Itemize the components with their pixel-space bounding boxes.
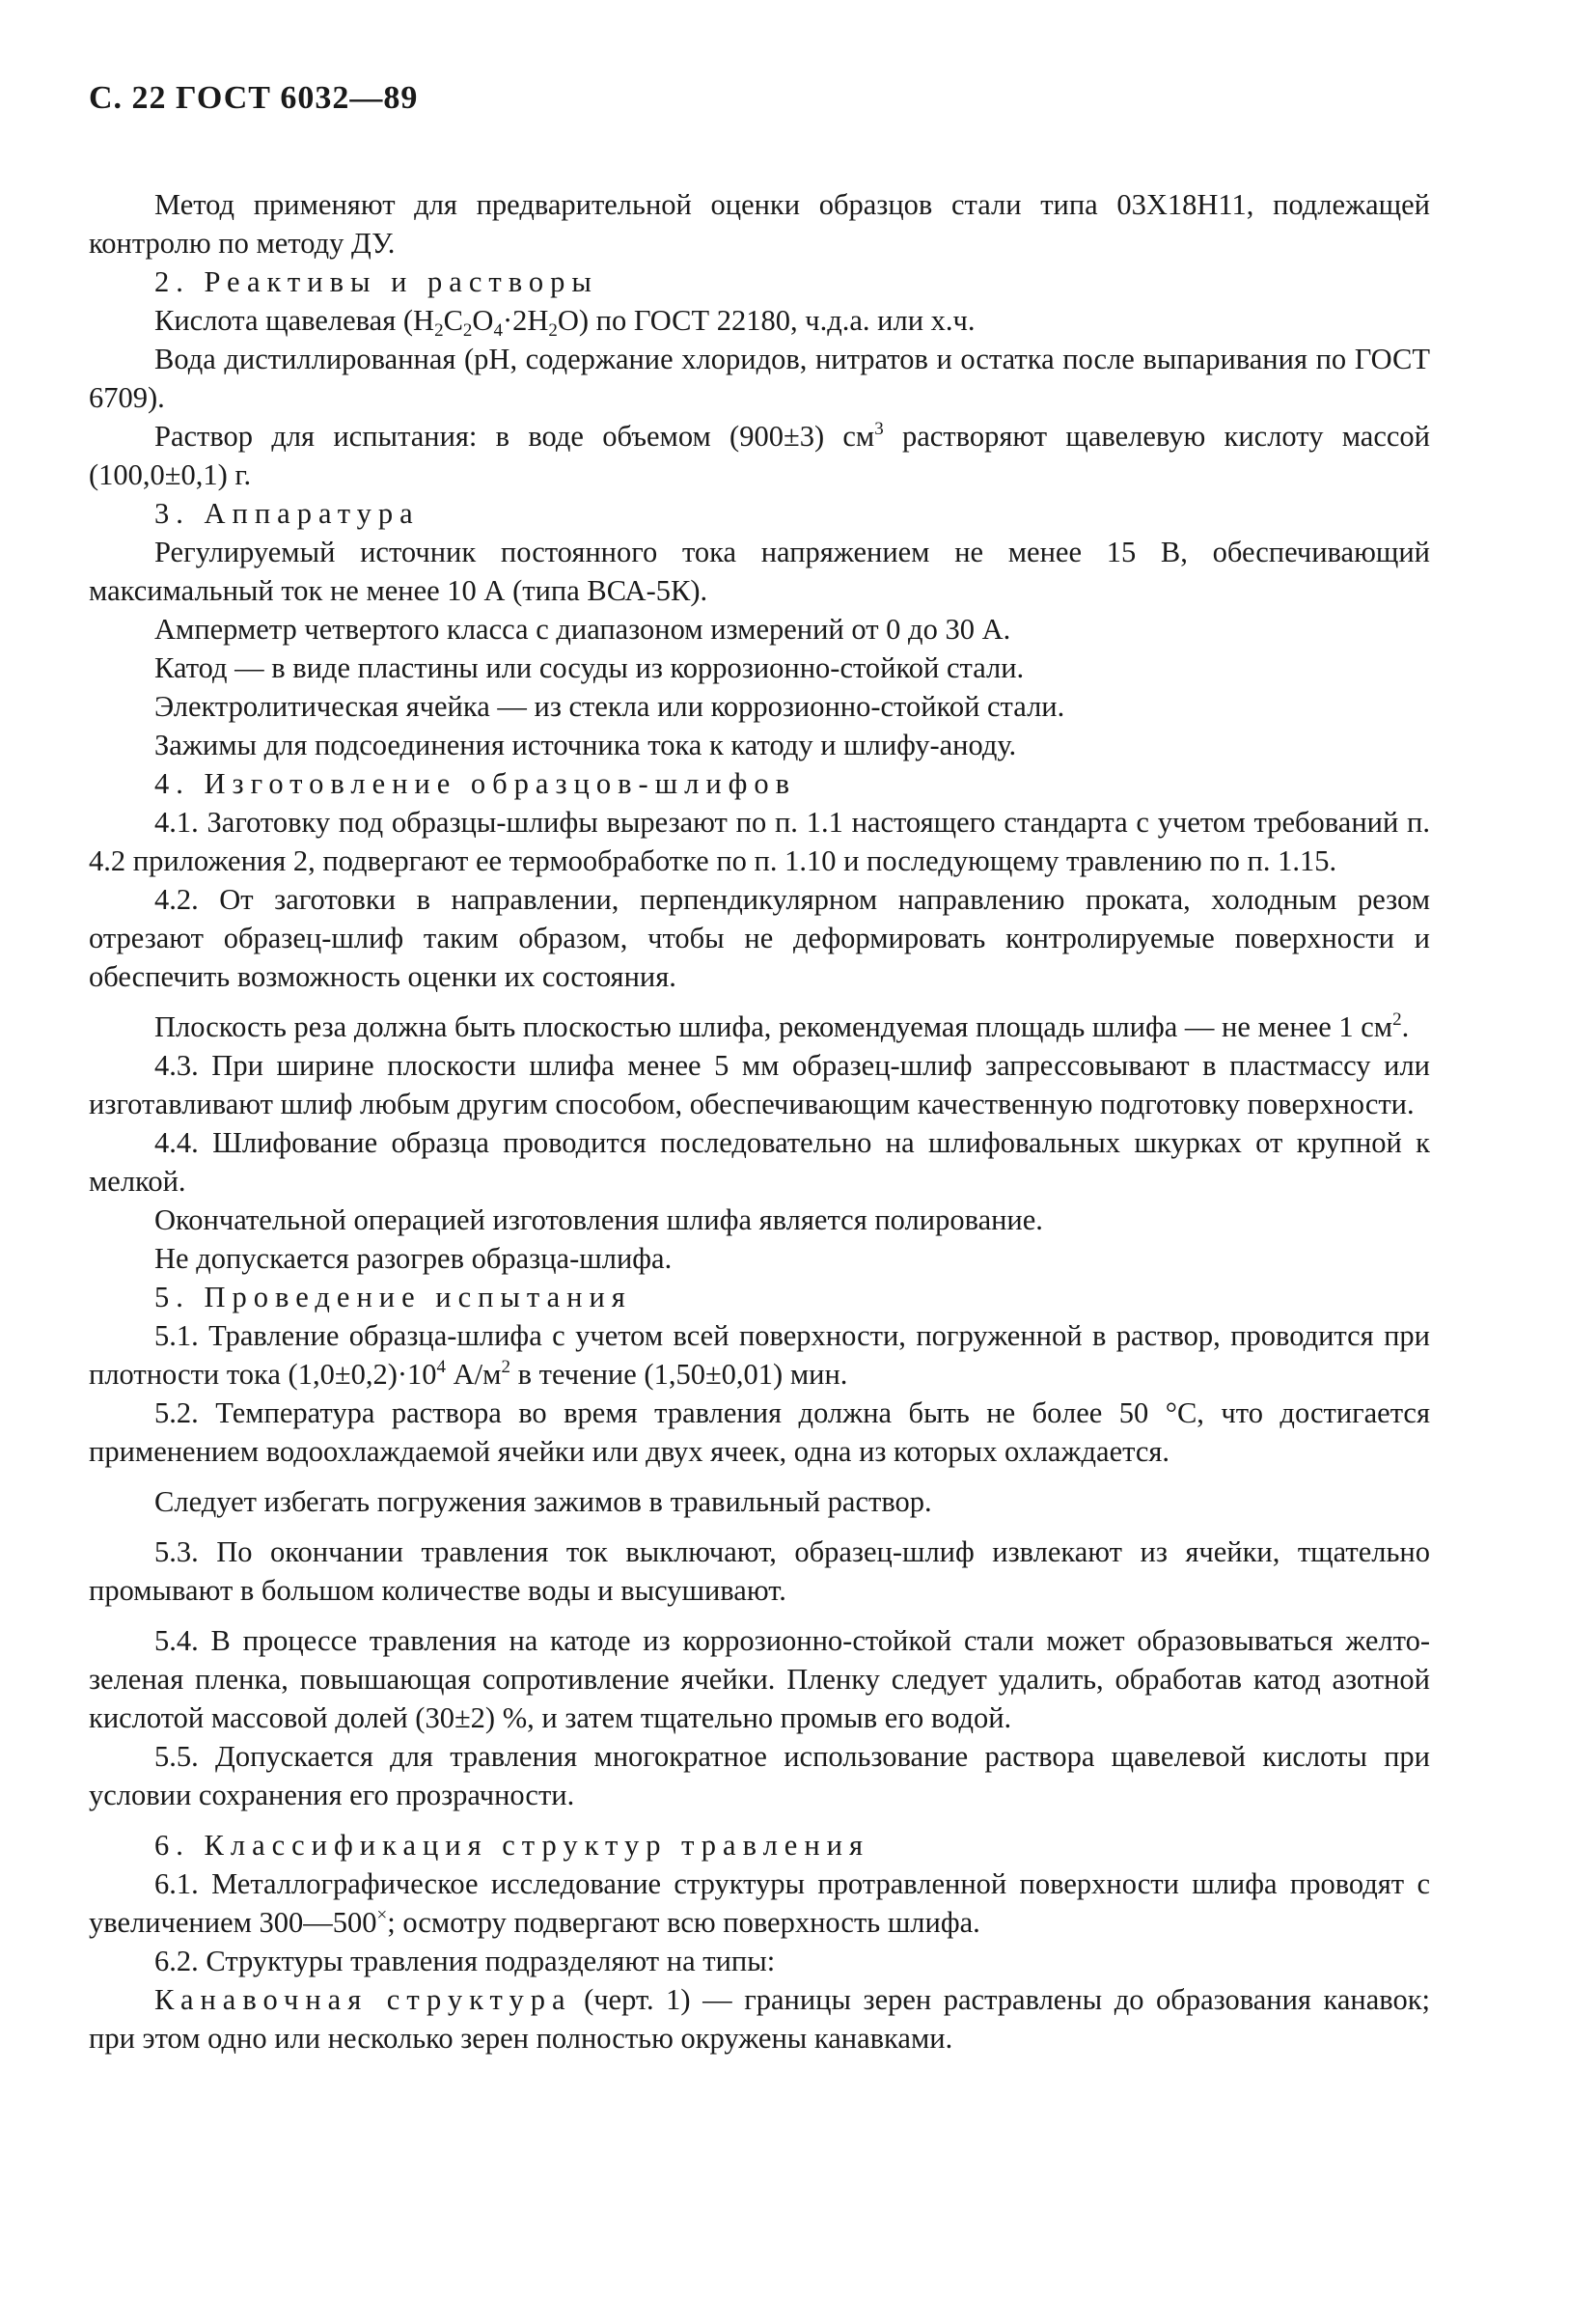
text-run: растворяют щавелевую кислоту массой (100,0±0,1) г. [89,420,1430,491]
text-run: O [472,304,494,337]
text-run: в течение (1,50±0,01) мин. [509,1358,848,1391]
paragraph-method: Метод применяют для предварительной оценки образцов стали типа 03Х18Н11, подлежащей контролю по методу ДУ. [89,188,1430,260]
paragraph-5-5: 5.5. Допускается для травления многократное использование раствора щавелевой кислоты при условии сохранения его прозрачности. [89,1740,1430,1811]
superscript: × [376,1905,388,1925]
text-run: ; осмотру подвергают всю поверхность шлифа. [387,1906,980,1939]
paragraph-5-4: 5.4. В процессе травления на катоде из коррозионно-стойкой стали может образовываться желто-зеленая пленка, повышающая сопротивление ячейки. Пленку следует удалить, обработав катод азотной кислотой массовой долей (30±2) %, и затем тщательно промыв его водой. [89,1624,1430,1734]
paragraph-4-1: 4.1. Заготовку под образцы-шлифы вырезают по п. 1.1 настоящего стандарта с учетом требований п. 4.2 приложения 2, подвергают ее термообработке по п. 1.10 и последующему травлению по п. 1.15. [89,806,1430,877]
section-heading-apparatus: 3. Аппаратура [154,497,420,530]
document-page [89,79,1430,2058]
subscript: 2 [434,320,444,341]
section-heading-classification: 6. Классификация структур травления [154,1829,869,1862]
paragraph-test-solution [89,417,1430,494]
paragraph-avoid-clamps: Следует избегать погружения зажимов в травильный раствор. [154,1485,932,1518]
text-run: ·2H [502,304,549,337]
text-run: . [1401,1010,1410,1043]
superscript: 4 [436,1357,447,1377]
text-run: 5.1. Травление образца-шлифа с учетом всей поверхности, погруженной в раствор, проводится при плотности тока (1,0±0,2)·10 [89,1319,1430,1391]
text-run: C [443,304,463,337]
subscript: 4 [493,320,503,341]
paragraph-ammeter: Амперметр четвертого класса с диапазоном измерений от 0 до 30 А. [154,613,1011,646]
superscript: 2 [501,1357,510,1377]
subscript: 2 [548,320,558,341]
paragraph-6-1 [89,1864,1430,1942]
section-heading-test: 5. Проведение испытания [154,1281,632,1313]
text-run: Раствор для испытания: в воде объемом (900±3) см [154,420,875,453]
paragraph-4-3: 4.3. При ширине плоскости шлифа менее 5 мм образец-шлиф запрессовывают в пластмассу или изготавливают шлиф любым другим способом, обеспечивающим качественную подготовку поверхности. [89,1049,1430,1120]
term-groove-structure: Канавочная структура [154,1983,572,2016]
superscript: 2 [1392,1009,1402,1030]
paragraph-groove-structure [89,1980,1430,2058]
section-heading-preparation: 4. Изготовление образцов-шлифов [154,767,797,800]
running-head: С. 22 ГОСТ 6032—89 [89,80,419,116]
paragraph-polishing: Окончательной операцией изготовления шлифа является полирование. [154,1203,1043,1236]
paragraph-cathode: Катод — в виде пластины или сосуды из коррозионно-стойкой стали. [154,651,1025,684]
paragraph-5-3: 5.3. По окончании травления ток выключают, образец-шлиф извлекают из ячейки, тщательно промывают в большом количестве воды и высушивают. [89,1535,1430,1607]
paragraph-4-2: 4.2. От заготовки в направлении, перпендикулярном направлению проката, холодным резом отрезают образец-шлиф таким образом, чтобы не деформировать контролируемые поверхности и обеспечить возможность оценки их состояния. [89,883,1430,993]
paragraph-power-source: Регулируемый источник постоянного тока напряжением не менее 15 В, обеспечивающий максимальный ток не менее 10 А (типа ВСА-5К). [89,536,1430,607]
section-heading-reagents: 2. Реактивы и растворы [154,265,598,298]
text-run: O) по ГОСТ 22180, ч.д.а. или х.ч. [557,304,976,337]
paragraph-6-2: 6.2. Структуры травления подразделяют на типы: [154,1945,776,1977]
paragraph-5-2: 5.2. Температура раствора во время травления должна быть не более 50 °С, что достигается применением водоохлаждаемой ячейки или двух ячеек, одна из которых охлаждается. [89,1396,1430,1468]
paragraph-no-heating: Не допускается разогрев образца-шлифа. [154,1242,673,1275]
paragraph-clamps: Зажимы для подсоединения источника тока к катоду и шлифу-аноду. [154,729,1017,761]
text-run: Плоскость реза должна быть плоскостью шлифа, рекомендуемая площадь шлифа — не менее 1 см [154,1010,1393,1043]
paragraph-4-4: 4.4. Шлифование образца проводится последовательно на шлифовальных шкурках от крупной к мелкой. [89,1126,1430,1198]
paragraph-cell: Электролитическая ячейка — из стекла или коррозионно-стойкой стали. [154,690,1065,723]
text-run: 6.1. Металлографическое исследование структуры протравленной поверхности шлифа проводят с увеличением 300—500 [89,1867,1430,1939]
paragraph-5-1 [89,1316,1430,1394]
paragraph-water: Вода дистиллированная (рН, содержание хлоридов, нитратов и остатка после выпаривания по ГОСТ 6709). [89,343,1430,414]
text-run: Кислота щавелевая (H [154,304,435,337]
subscript: 2 [462,320,473,341]
paragraph-oxalic-acid [89,301,1430,340]
paragraph-cut-plane [89,1008,1430,1046]
superscript: 3 [874,419,884,439]
document-body [89,185,1430,2058]
text-run: (черт. 1) — границы зерен растравлены до образования канавок; при этом одно или несколько зерен полностью окружены канавками. [89,1983,1430,2055]
text-run: А/м [446,1358,502,1391]
